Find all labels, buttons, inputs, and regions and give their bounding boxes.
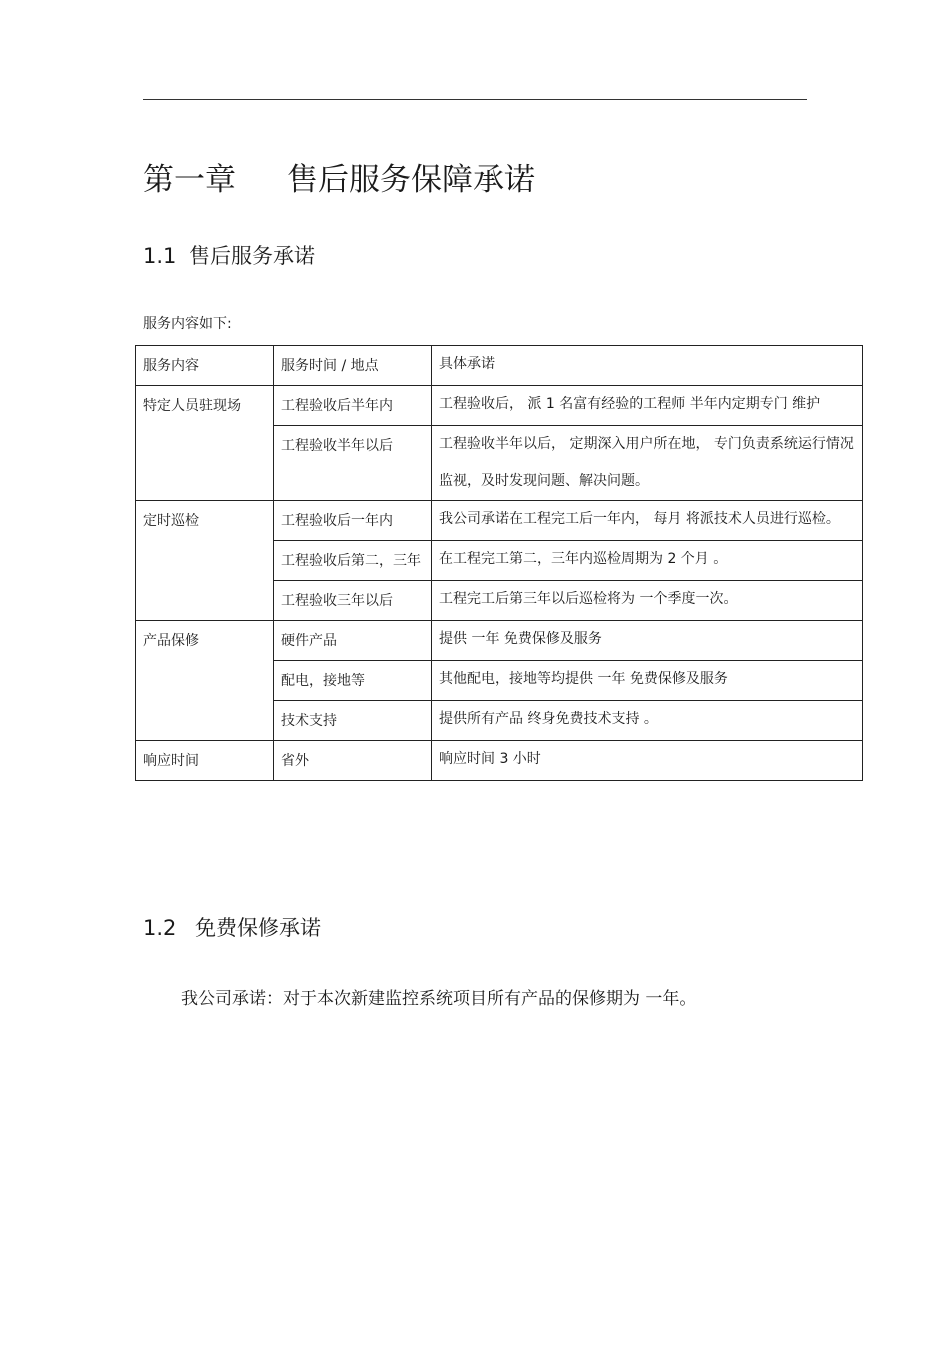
service-category-cell: 定时巡检: [136, 501, 274, 621]
service-promise-cell: 响应时间 3 小时: [432, 741, 863, 781]
table-row: [136, 386, 863, 426]
service-time-cell: 配电，接地等: [274, 661, 432, 701]
header-cell-content: 服务内容: [136, 346, 274, 386]
service-promise-cell: 我公司承诺在工程完工后一年内， 每月 将派技术人员进行巡检。: [432, 501, 863, 541]
section-title: 售后服务承诺: [189, 244, 315, 268]
service-time-cell: 技术支持: [274, 701, 432, 741]
warranty-promise-text: 我公司承诺：对于本次新建监控系统项目所有产品的保修期为 一年。: [181, 989, 697, 1009]
service-promise-cell: 提供所有产品 终身免费技术支持 。: [432, 701, 863, 741]
section-heading-1-2: [143, 912, 321, 944]
service-promise-cell: 提供 一年 免费保修及服务: [432, 621, 863, 661]
service-time-cell: 工程验收半年以后: [274, 426, 432, 501]
service-time-cell: 工程验收后第二，三年: [274, 541, 432, 581]
table-header-row: [136, 346, 863, 386]
service-time-cell: 工程验收后半年内: [274, 386, 432, 426]
service-category-cell: 产品保修: [136, 621, 274, 741]
service-promise-cell: 工程验收后， 派 1 名富有经验的工程师 半年内定期专门 维护: [432, 386, 863, 426]
table-row: [136, 621, 863, 661]
service-promise-cell: 工程完工后第三年以后巡检将为 一个季度一次。: [432, 581, 863, 621]
service-category-cell: 响应时间: [136, 741, 274, 781]
service-time-cell: 省外: [274, 741, 432, 781]
chapter-heading: [143, 158, 535, 202]
table-row: [136, 741, 863, 781]
service-time-cell: 硬件产品: [274, 621, 432, 661]
service-promise-cell: 在工程完工第二，三年内巡检周期为 2 个月 。: [432, 541, 863, 581]
section-title: 免费保修承诺: [195, 916, 321, 940]
service-time-cell: 工程验收后一年内: [274, 501, 432, 541]
table-row: [136, 501, 863, 541]
header-rule: [143, 99, 807, 100]
section-heading-1-1: [143, 240, 315, 272]
section-number: 1.1: [143, 244, 177, 268]
section-number: 1.2: [143, 916, 177, 940]
service-promise-cell: 工程验收半年以后， 定期深入用户所在地， 专门负责系统运行情况监视，及时发现问题、解决问题。: [432, 426, 863, 501]
header-cell-promise: 具体承诺: [432, 346, 863, 386]
service-category-cell: 特定人员驻现场: [136, 386, 274, 501]
chapter-title: 售后服务保障承诺: [287, 162, 535, 198]
chapter-number: 第一章: [143, 162, 236, 198]
service-table: [135, 345, 863, 781]
service-promise-cell: 其他配电，接地等均提供 一年 免费保修及服务: [432, 661, 863, 701]
intro-text: 服务内容如下:: [143, 316, 232, 332]
service-time-cell: 工程验收三年以后: [274, 581, 432, 621]
header-cell-time: 服务时间 / 地点: [274, 346, 432, 386]
